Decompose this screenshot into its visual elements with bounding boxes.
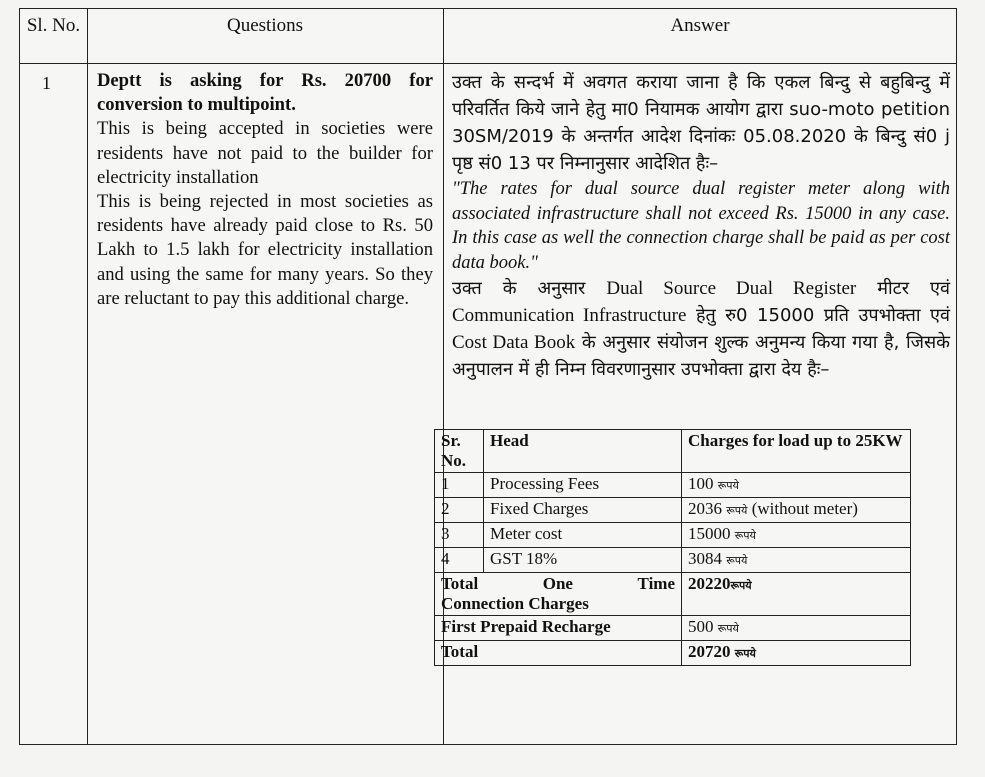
amount-value: 20220	[688, 574, 731, 593]
amount-value: 20720	[688, 642, 731, 661]
amount-unit: रूपये	[726, 504, 748, 517]
total-one-time-label	[435, 573, 682, 616]
amount-value: 3084	[688, 549, 722, 568]
followup-latin: Communication Infrastructure	[452, 305, 687, 326]
first-recharge-amount	[682, 616, 911, 641]
table-row	[435, 548, 911, 573]
answer-quote: "The rates for dual source dual register meter along with associated infrastructure shall not exceed Rs. 15000 in any case. In this case as well the connection charge shall be paid as per cost data book."	[452, 179, 950, 273]
row-sl-number: 1	[42, 73, 51, 93]
first-recharge-row	[435, 616, 911, 641]
label-part: Time	[637, 574, 675, 593]
label-part: Total	[441, 574, 479, 593]
amount-unit: रूपये	[734, 647, 756, 660]
row-head: Meter cost	[484, 523, 682, 548]
header-questions: Questions	[227, 15, 303, 36]
grand-total-label: Total	[435, 641, 682, 666]
row-sr: 1	[435, 473, 484, 498]
amount-unit: रूपये	[717, 479, 739, 492]
followup-text: के अनुसार संयोजन शुल्क अनुमन्य किया गया है, जिसके अनुपालन में ही निम्न विवरणानुसार उपभोक्ता द्वारा देय हैः–	[452, 332, 950, 380]
header-answer: Answer	[670, 15, 730, 36]
row-sr: 4	[435, 548, 484, 573]
followup-text: उक्त के अनुसार	[452, 278, 586, 299]
header-sl-no: Sl. No.	[26, 15, 81, 36]
first-recharge-label: First Prepaid Recharge	[435, 616, 682, 641]
label-part: Connection Charges	[441, 594, 589, 613]
row-head: Processing Fees	[484, 473, 682, 498]
header-separator	[20, 63, 956, 64]
answer-intro: उक्त के सन्दर्भ में अवगत कराया जाना है कि एकल बिन्दु से बहुबिन्दु में परिवर्तित किये जाने हेतु मा0 नियामक आयोग द्वारा suo-moto petition 30SM/2019 के अन्तर्गत आदेश दिनांकः 05.08.2020 के बिन्दु सं0 j पृष्ठ सं0 13 पर निम्नानुसार आदेशित हैः–	[452, 72, 950, 174]
amount-value: 100	[688, 474, 714, 493]
row-sr: 3	[435, 523, 484, 548]
row-head: GST 18%	[484, 548, 682, 573]
question-cell	[97, 69, 433, 311]
question-para-1: This is being accepted in societies were residents have not paid to the builder for electricity installation	[97, 118, 433, 188]
amount-unit: रूपये	[726, 554, 748, 567]
followup-latin: Cost Data Book	[452, 332, 576, 353]
answer-cell	[452, 69, 950, 383]
charges-table	[434, 429, 911, 666]
row-amount	[682, 523, 911, 548]
amount-value: 2036	[688, 499, 722, 518]
row-amount	[682, 473, 911, 498]
table-row	[435, 473, 911, 498]
row-sr: 2	[435, 498, 484, 523]
answer-followup	[452, 275, 950, 383]
grand-total-amount	[682, 641, 911, 666]
question-heading: Deptt is asking for Rs. 20700 for conversion to multipoint.	[97, 70, 433, 116]
col-sr: Sr. No.	[435, 430, 484, 473]
row-head: Fixed Charges	[484, 498, 682, 523]
amount-unit: रूपये	[717, 622, 739, 635]
amount-note: (without meter)	[751, 499, 858, 518]
followup-latin: Dual Source Dual Register	[606, 278, 857, 299]
total-one-time-row	[435, 573, 911, 616]
charges-header-row	[435, 430, 911, 473]
row-amount	[682, 548, 911, 573]
followup-text: मीटर एवं	[877, 278, 950, 299]
amount-unit: रूपये	[730, 579, 752, 592]
grand-total-row	[435, 641, 911, 666]
label-part: One	[542, 574, 573, 593]
amount-value: 500	[688, 617, 714, 636]
table-row	[435, 523, 911, 548]
col-charges: Charges for load up to 25KW	[682, 430, 911, 473]
row-amount	[682, 498, 911, 523]
amount-unit: रूपये	[734, 529, 756, 542]
col-head: Head	[484, 430, 682, 473]
question-para-2: This is being rejected in most societies as residents have already paid close to Rs. 50 Lakh to 1.5 lakh for electricity installation and using the same for many years. So they are reluctant to pay this additional charge.	[97, 191, 433, 309]
amount-value: 15000	[688, 524, 731, 543]
table-row	[435, 498, 911, 523]
total-one-time-amount	[682, 573, 911, 616]
column-separator	[87, 9, 88, 744]
followup-text: हेतु रु0 15000 प्रति उपभोक्ता एवं	[695, 305, 950, 326]
